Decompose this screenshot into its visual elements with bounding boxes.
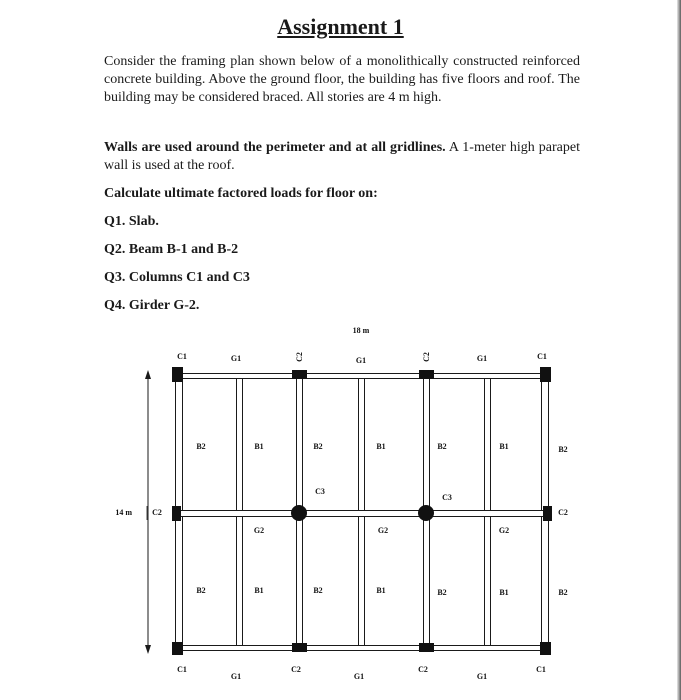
- girder-bottom: [176, 646, 549, 651]
- girder-middle: [176, 511, 549, 517]
- dim-height-label: 14 m: [115, 508, 132, 517]
- label-b1: B1: [376, 442, 386, 451]
- label-b2: B2: [196, 586, 206, 595]
- label-b1: B1: [499, 442, 509, 451]
- label-b2: B2: [313, 442, 323, 451]
- label-b1: B1: [254, 442, 264, 451]
- label-c2: C2: [152, 508, 162, 517]
- column-c2: [172, 506, 181, 521]
- label-c1: C1: [537, 352, 547, 361]
- walls-statement: Walls are used around the perimeter and at all gridlines.: [104, 140, 446, 155]
- question-4: Q4. Girder G-2.: [104, 298, 200, 313]
- label-g2: G2: [377, 526, 389, 535]
- column-c3: [291, 505, 307, 521]
- label-g1: G1: [353, 672, 365, 681]
- label-c1: C1: [536, 665, 546, 674]
- label-b2: B2: [558, 445, 568, 454]
- label-c2: C2: [291, 665, 301, 674]
- intro-paragraph: Consider the framing plan shown below of a monolithically constructed reinforced concrete building. Above the ground floor, the building has five floors and roof. The building may be considered braced. All stories are 4 m high.: [104, 54, 580, 105]
- label-b2: B2: [313, 586, 323, 595]
- label-b2: B2: [437, 588, 447, 597]
- label-c2: C2: [295, 352, 304, 362]
- column-c1: [172, 367, 183, 382]
- label-b1: B1: [376, 586, 386, 595]
- column-c2: [419, 370, 434, 379]
- height-arrow-bottom: [145, 645, 151, 654]
- horizontal-girders: [176, 374, 549, 651]
- column-c1: [540, 367, 551, 382]
- girder-top: [176, 374, 549, 379]
- questions-heading: Calculate ultimate factored loads for floor on:: [104, 186, 378, 201]
- label-g1: G1: [355, 356, 367, 365]
- column-c1: [540, 642, 551, 655]
- column-c2: [419, 643, 434, 652]
- label-b2: B2: [558, 588, 568, 597]
- column-c2: [292, 370, 307, 379]
- label-g1: G1: [476, 354, 488, 363]
- label-g1: G1: [230, 354, 242, 363]
- label-g1: G1: [476, 672, 488, 681]
- label-g1: G1: [230, 672, 242, 681]
- parapet-statement: A 1-meter high parapet wall is used at the roof.: [104, 140, 580, 173]
- question-2: Q2. Beam B-1 and B-2: [104, 242, 239, 257]
- label-c1: C1: [177, 352, 187, 361]
- label-b1: B1: [499, 588, 509, 597]
- column-c1: [172, 642, 183, 655]
- label-b1: B1: [254, 586, 264, 595]
- label-b2: B2: [437, 442, 447, 451]
- column-c2: [292, 643, 307, 652]
- label-c3: C3: [315, 487, 325, 496]
- label-g2: G2: [253, 526, 265, 535]
- label-c2: C2: [558, 508, 568, 517]
- dim-width-label: 18 m: [352, 326, 370, 335]
- column-c2: [543, 506, 552, 521]
- height-arrow-top: [145, 370, 151, 379]
- label-b2: B2: [196, 442, 206, 451]
- assignment-title: Assignment 1: [277, 14, 404, 39]
- label-g2: G2: [498, 526, 510, 535]
- label-c1: C1: [177, 665, 187, 674]
- column-c3: [418, 505, 434, 521]
- label-c2: C2: [422, 352, 431, 362]
- question-1: Q1. Slab.: [104, 214, 159, 229]
- label-c2: C2: [418, 665, 428, 674]
- question-3: Q3. Columns C1 and C3: [104, 270, 250, 285]
- label-c3: C3: [442, 493, 452, 502]
